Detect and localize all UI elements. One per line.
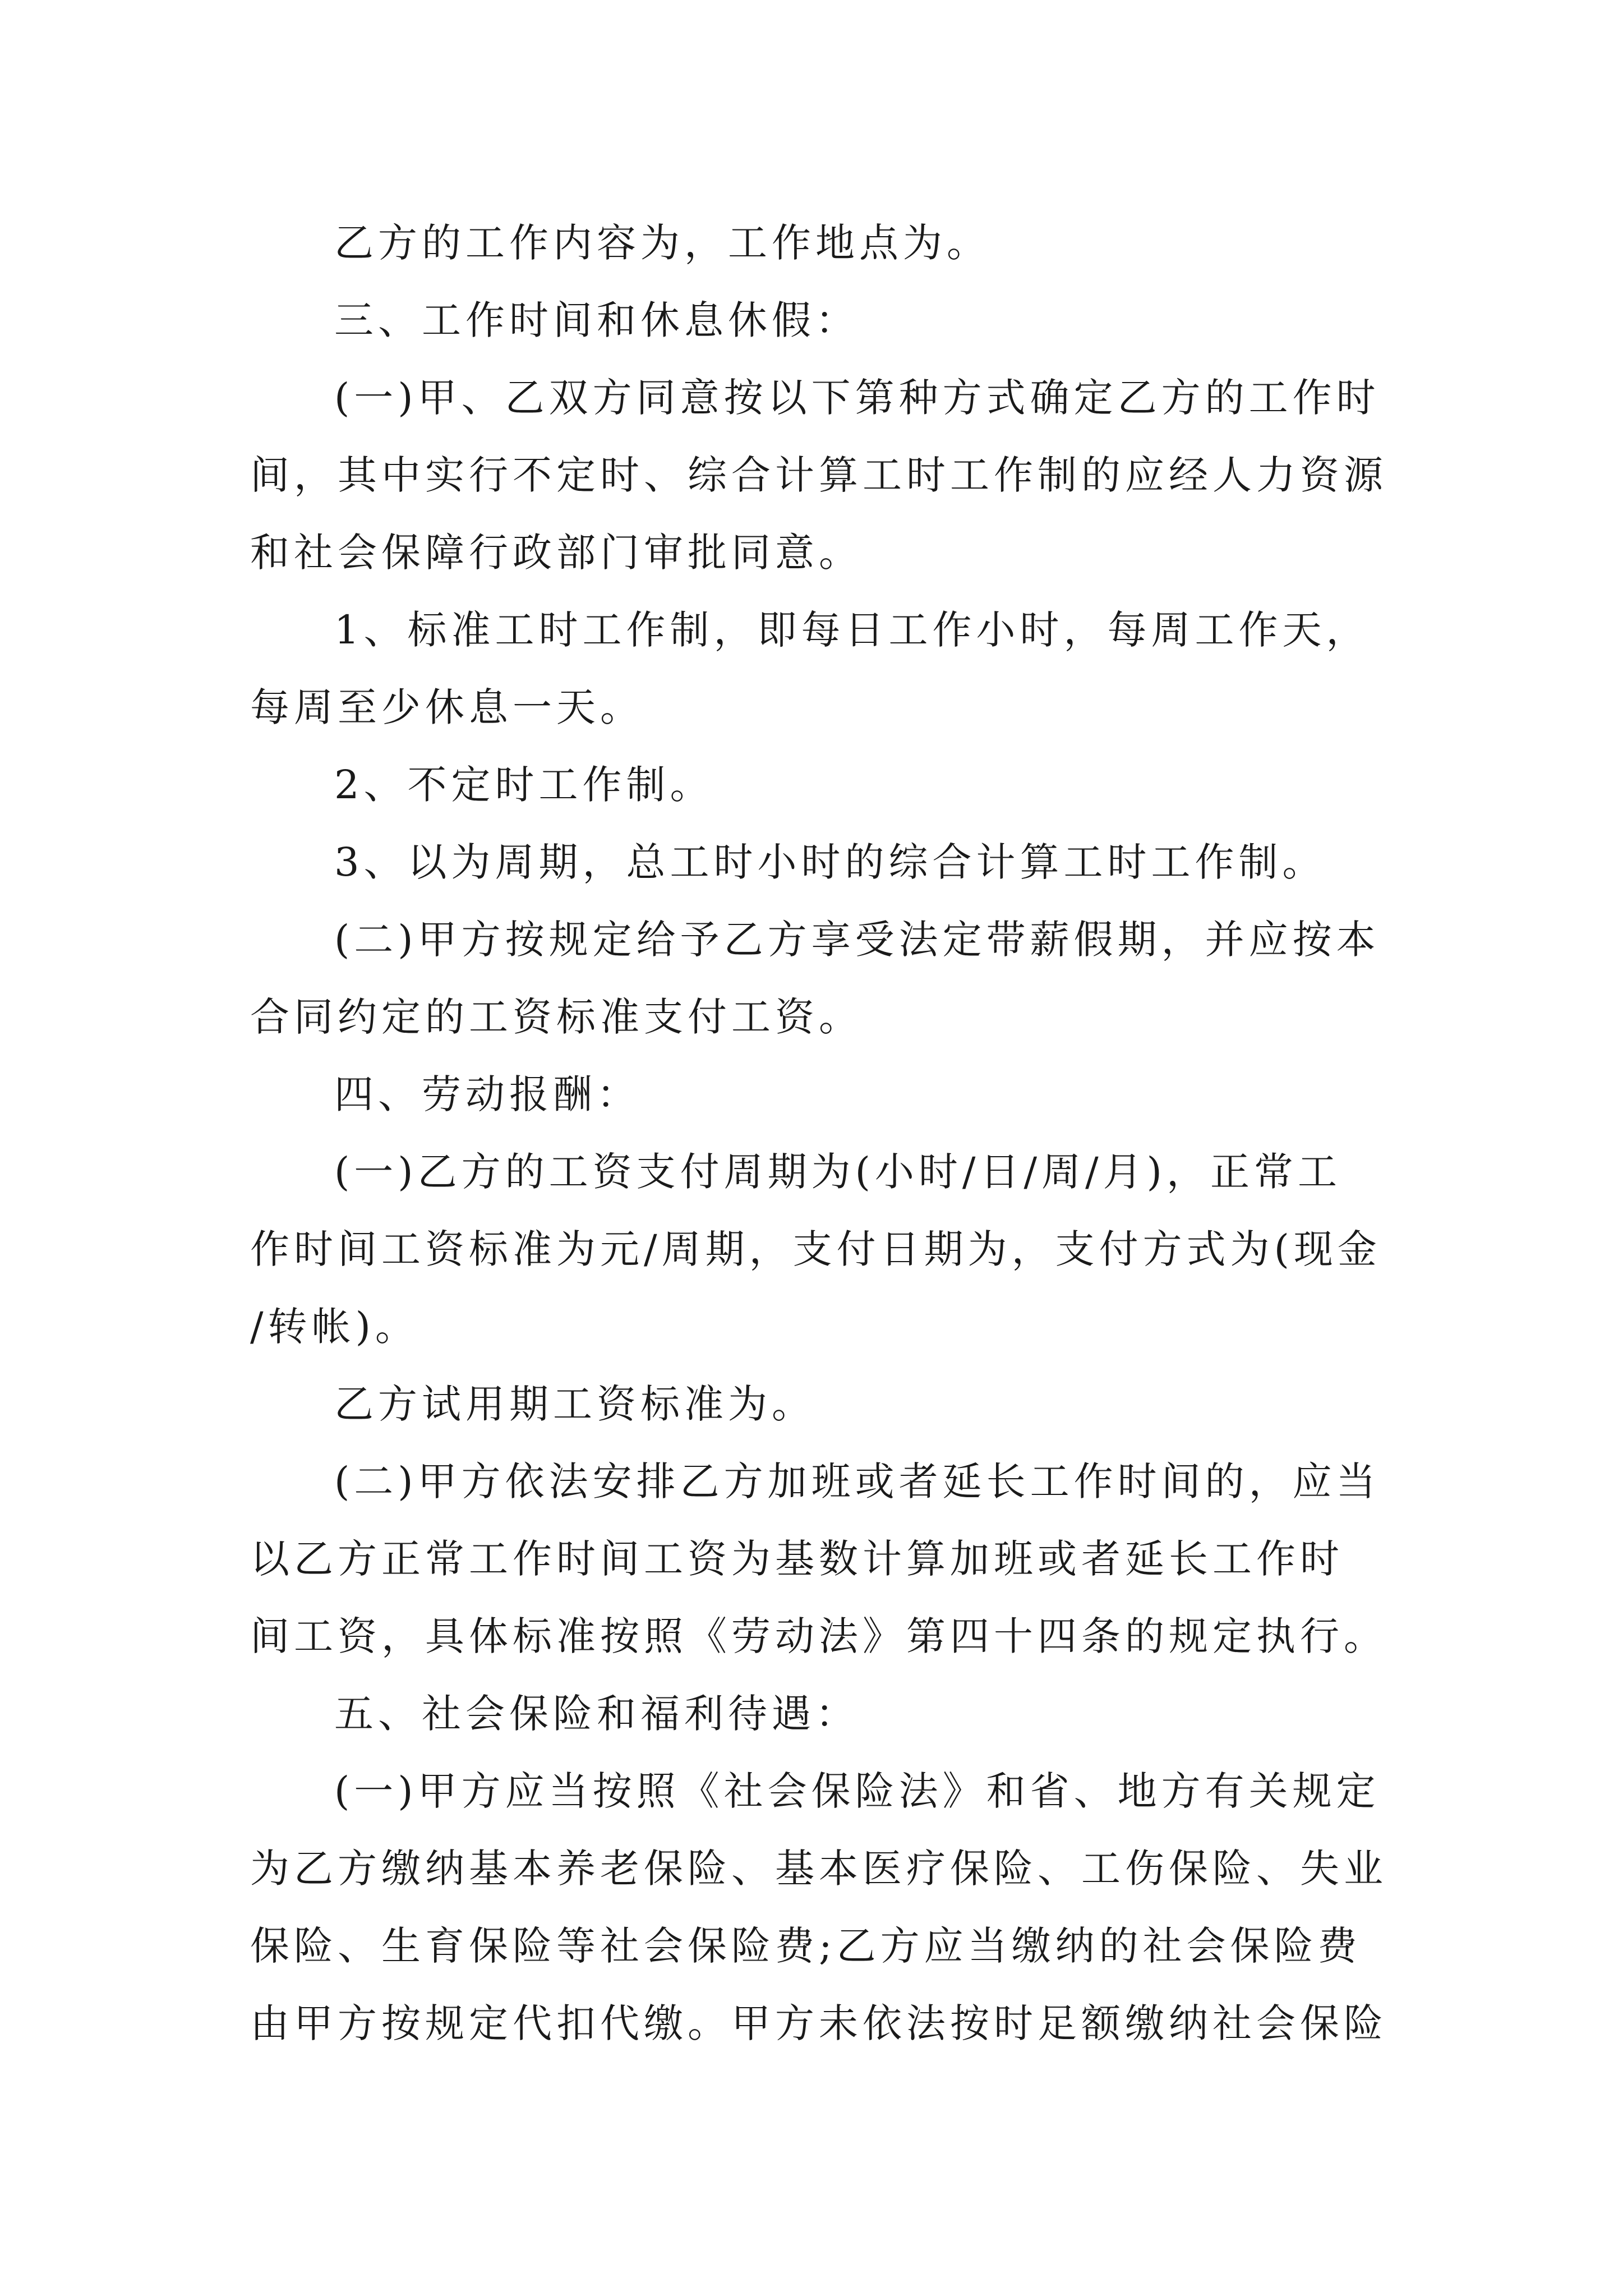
paragraph-line: 乙方的工作内容为，工作地点为。 — [334, 220, 990, 266]
paragraph-line: 为乙方缴纳基本养老保险、基本医疗保险、工伤保险、失业 — [250, 1846, 1387, 1892]
paragraph-line: 作时间工资标准为元/周期，支付日期为，支付方式为(现金 — [250, 1226, 1381, 1272]
paragraph-line: 保险、生育保险等社会保险费;乙方应当缴纳的社会保险费 — [250, 1923, 1362, 1969]
paragraph-line: 由甲方按规定代扣代缴。甲方未依法按时足额缴纳社会保险 — [250, 2000, 1387, 2046]
paragraph-line: 2、不定时工作制。 — [334, 762, 714, 808]
paragraph-line: (一)乙方的工资支付周期为(小时/日/周/月)，正常工 — [334, 1149, 1341, 1195]
paragraph-line: (二)甲方按规定给予乙方享受法定带薪假期，并应按本 — [334, 917, 1380, 963]
paragraph-line: 3、以为周期，总工时小时的综合计算工时工作制。 — [334, 839, 1326, 885]
paragraph-line: 间，其中实行不定时、综合计算工时工作制的应经人力资源 — [250, 452, 1387, 498]
paragraph-line: /转帐)。 — [250, 1304, 419, 1350]
paragraph-line: 合同约定的工资标准支付工资。 — [250, 994, 863, 1040]
paragraph-line: (一)甲、乙双方同意按以下第种方式确定乙方的工作时 — [334, 375, 1380, 421]
paragraph-line: 乙方试用期工资标准为。 — [334, 1381, 815, 1427]
paragraph-line: (二)甲方依法安排乙方加班或者延长工作时间的，应当 — [334, 1458, 1380, 1504]
paragraph-line: 每周至少休息一天。 — [250, 684, 644, 730]
section-heading: 五、社会保险和福利待遇： — [334, 1691, 859, 1737]
paragraph-line: 和社会保障行政部门审批同意。 — [250, 530, 863, 576]
paragraph-line: 1、标准工时工作制，即每日工作小时，每周工作天， — [334, 607, 1370, 653]
paragraph-line: 以乙方正常工作时间工资为基数计算加班或者延长工作时 — [250, 1536, 1344, 1582]
section-heading: 三、工作时间和休息休假： — [334, 297, 859, 343]
section-heading: 四、劳动报酬： — [334, 1071, 640, 1117]
paragraph-line: (一)甲方应当按照《社会保险法》和省、地方有关规定 — [334, 1768, 1380, 1814]
paragraph-line: 间工资，具体标准按照《劳动法》第四十四条的规定执行。 — [250, 1613, 1387, 1659]
